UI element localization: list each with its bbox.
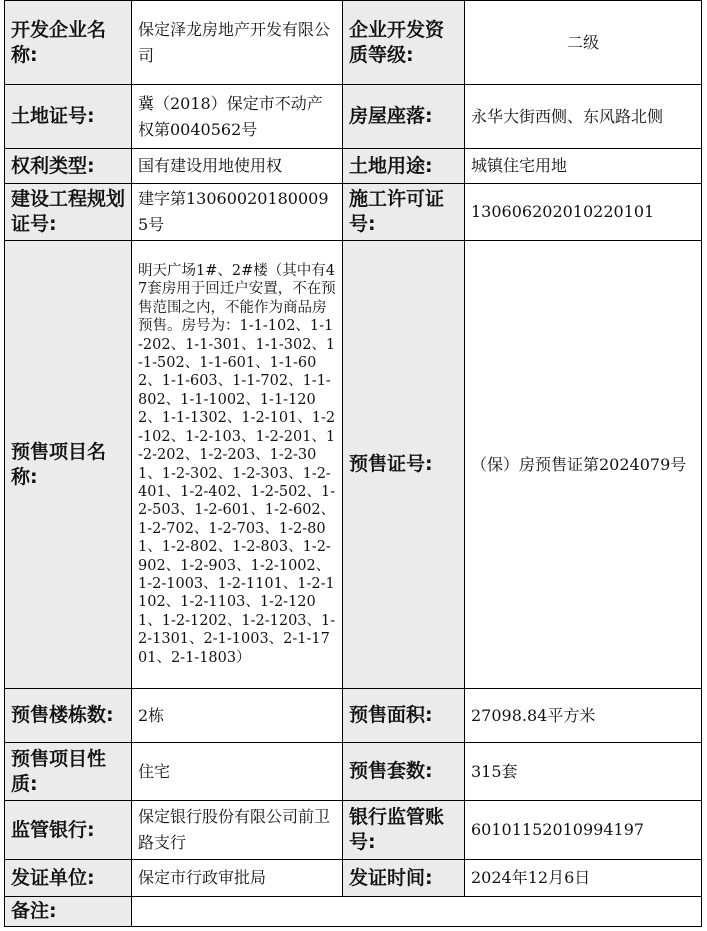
row-nature (5, 743, 702, 801)
label-presale-cert-no: 预售证号: (343, 241, 465, 689)
label-issue-date: 发证时间: (343, 860, 465, 897)
row-remarks (5, 897, 702, 927)
value-developer: 保定泽龙房地产开发有限公司 (132, 1, 343, 85)
row-land-cert (5, 85, 702, 149)
value-presale-area: 27098.84平方米 (465, 689, 702, 743)
value-land-cert: 冀（2018）保定市不动产权第0040562号 (132, 85, 343, 149)
value-bank-account: 60101152010994197 (465, 801, 702, 860)
label-supervising-bank: 监管银行: (5, 801, 132, 860)
value-qualification: 二级 (465, 1, 702, 85)
label-right-type: 权利类型: (5, 149, 132, 184)
label-project-name: 预售项目名称: (5, 241, 132, 689)
value-presale-cert-no: （保）房预售证第2024079号 (465, 241, 702, 689)
value-remarks (132, 897, 702, 927)
label-land-use: 土地用途: (343, 149, 465, 184)
label-land-cert: 土地证号: (5, 85, 132, 149)
label-building-count: 预售楼栋数: (5, 689, 132, 743)
label-presale-area: 预售面积: (343, 689, 465, 743)
row-bank (5, 801, 702, 860)
label-qualification: 企业开发资质等级: (343, 1, 465, 85)
label-project-nature: 预售项目性质: (5, 743, 132, 801)
label-planning-permit: 建设工程规划证号: (5, 184, 132, 241)
value-land-use: 城镇住宅用地 (465, 149, 702, 184)
row-planning-permit (5, 184, 702, 241)
label-developer: 开发企业名称: (5, 1, 132, 85)
presale-certificate-table (4, 0, 702, 927)
row-developer (5, 1, 702, 85)
row-buildings (5, 689, 702, 743)
value-project-name: 明天广场1#、2#楼（其中有47套房用于回迁户安置，不在预售范围之内，不能作为商品房预售。房号为：1-1-102、1-1-202、1-1-301、1-1-302、1-1-502、1-1-601、1-1-602、1-1-603、1-1-702、1-1-802、1-1-1002、1-1-1202、1-1-1302、1-2-101、1-2-102、1-2-103、1-2-201、1-2-202、1-2-203、1-2-301、1-2-302、1-2-303、1-2-401、1-2-402、1-2-502、1-2-503、1-2-601、1-2-602、1-2-702、1-2-703、1-2-801、1-2-802、1-2-803、1-2-902、1-2-903、1-2-1002、1-2-1003、1-2-1101、1-2-1102、1-2-1103、1-2-1201、1-2-1202、1-2-1203、1-2-1301、2-1-1003、2-1-1701、2-1-1803） (132, 241, 343, 689)
value-unit-count: 315套 (465, 743, 702, 801)
row-issuer (5, 860, 702, 897)
label-bank-account: 银行监管账号: (343, 801, 465, 860)
value-construction-permit: 130606202010220101 (465, 184, 702, 241)
row-presale-project (5, 241, 702, 689)
value-right-type: 国有建设用地使用权 (132, 149, 343, 184)
label-construction-permit: 施工许可证号: (343, 184, 465, 241)
value-building-count: 2栋 (132, 689, 343, 743)
label-location: 房屋座落: (343, 85, 465, 149)
value-location: 永华大街西侧、东风路北侧 (465, 85, 702, 149)
value-supervising-bank: 保定银行股份有限公司前卫路支行 (132, 801, 343, 860)
label-unit-count: 预售套数: (343, 743, 465, 801)
value-project-nature: 住宅 (132, 743, 343, 801)
label-remarks: 备注: (5, 897, 132, 927)
label-issuer: 发证单位: (5, 860, 132, 897)
row-right-type (5, 149, 702, 184)
value-planning-permit: 建字第130600201800095号 (132, 184, 343, 241)
value-issue-date: 2024年12月6日 (465, 860, 702, 897)
value-issuer: 保定市行政审批局 (132, 860, 343, 897)
